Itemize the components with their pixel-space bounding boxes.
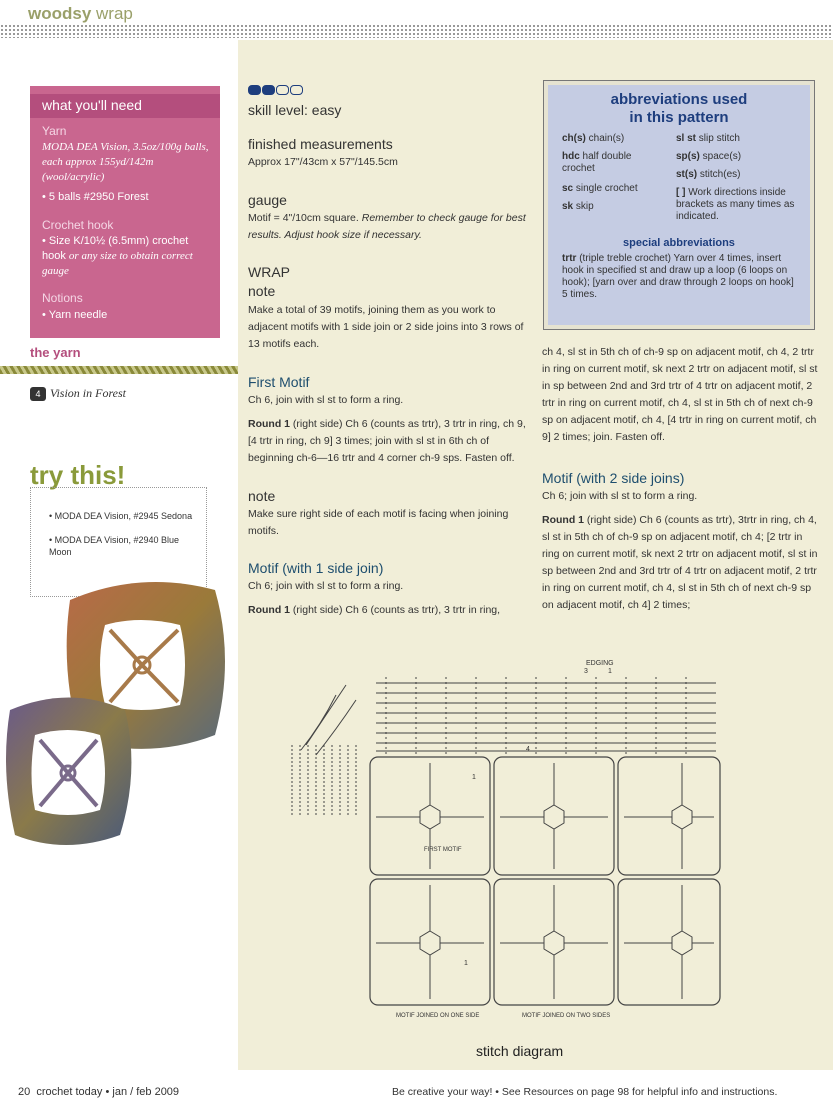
abbr-item [562, 183, 672, 195]
title-bold: woodsy [28, 4, 92, 23]
yarn-weight [30, 386, 126, 401]
gauge-italic: Remember to check gauge for best results. Adjust hook size if necessary. [248, 212, 526, 241]
hook-alt: or any size to obtain correct gauge [42, 250, 193, 277]
abbr-key: trtr [562, 253, 577, 264]
stitch-diagram [286, 655, 726, 1025]
first-motif-heading: First Motif [248, 374, 310, 390]
round-label: Round 1 [248, 604, 290, 616]
round-text: (right side) Ch 6 (counts as trtr), 3trtr in ring, ch 4, sl st in 5th ch of ch-9 sp on adjacent motif, ch 4; [2 trtr in ring on current motif, sk next 2 trtr on adjacent motif, sl st in sp between 2nd and 3rd trtr of 4 trtr on adjacent motif, 2 trtr in ring on current motif, ch 4, sl st in 5th ch of next ch-9 sp on adjacent motif, ch 4] 2 times; [542, 514, 818, 611]
skill-pip-1 [248, 85, 261, 95]
motif-grid [370, 757, 720, 1005]
notions-label: Notions [42, 291, 83, 305]
abbr-item [676, 187, 801, 223]
gauge-heading: gauge [248, 192, 287, 208]
edging-num-3: 3 [584, 668, 588, 675]
hook-text [42, 234, 212, 279]
motif1-round [248, 602, 530, 619]
motif-rings [376, 763, 714, 999]
abbr-item [562, 201, 672, 213]
abbr-key: sc [562, 183, 574, 194]
abbr-val: chain(s) [585, 133, 625, 144]
abbr-item [676, 151, 801, 163]
try-item-1: • MODA DEA Vision, #2945 Sedona [49, 511, 193, 521]
first-motif-round [248, 416, 530, 467]
abbr-item [562, 133, 672, 145]
round-label: Round 1 [542, 514, 584, 526]
dotted-rule [0, 24, 833, 38]
edging-rows [292, 677, 716, 815]
special-abbr [562, 253, 800, 301]
motif2-line1: Ch 6; join with sl st to form a ring. [542, 490, 698, 502]
section-title [28, 4, 133, 24]
page-header [0, 0, 833, 40]
try-item-2: • MODA DEA Vision, #2940 Blue Moon [49, 535, 180, 557]
skill-pip-2 [262, 85, 275, 95]
abbr-val: (triple treble crochet) Yarn over 4 times, insert hook in specified st and draw up a loop (6 loops on hook); [yarn over and draw through 2 loops on hook] 5 times. [562, 253, 794, 300]
yarn-desc: MODA DEA Vision, 3.5oz/100g balls, each approx 155yd/142m (wool/acrylic) [42, 141, 209, 183]
abbr-key: sk [562, 201, 574, 212]
materials-box [30, 86, 220, 338]
note2-heading: note [248, 488, 276, 504]
wrap-note-heading: note [248, 283, 276, 299]
round-text: (right side) Ch 6 (counts as trtr), 3 trtr in ring, [290, 604, 501, 616]
abbreviations-box [543, 80, 815, 330]
yarn-qty: • 5 balls #2950 Forest [42, 191, 149, 203]
abbr-val: half double crochet [562, 151, 632, 174]
motif2-heading: Motif (with 2 side joins) [542, 470, 685, 486]
abbr-title-2: in this pattern [629, 109, 729, 126]
skill-pip-3 [276, 85, 289, 95]
wrap-note-text: Make a total of 39 motifs, joining them as you work to adjacent motifs with 1 side join or 2 side joins into 3 rows of 13 motifs each. [248, 304, 524, 350]
one-side-label: MOTIF JOINED ON ONE SIDE [396, 1013, 480, 1019]
abbr-key: hdc [562, 151, 580, 162]
abbr-val: stitch(es) [697, 169, 741, 180]
finished-text: Approx 17"/43cm x 57"/145.5cm [248, 156, 398, 168]
page-number: 20 [18, 1086, 31, 1098]
yarn-text [42, 140, 212, 185]
skill-level-bar [248, 82, 304, 100]
hook-size: • Size K/10½ (6.5mm) crochet hook [42, 235, 189, 262]
abbr-title-1: abbreviations used [610, 91, 748, 108]
notions-text: • Yarn needle [42, 309, 108, 321]
edging-label: EDGING [586, 660, 614, 667]
skill-pip-4 [290, 85, 303, 95]
try-this-heading: try this! [30, 460, 126, 490]
yarn-rope-divider [0, 366, 238, 374]
abbr-val: slip stitch [696, 133, 740, 144]
abbr-key: sl st [676, 133, 697, 144]
round-text: (right side) Ch 6 (counts as trtr), 3 trtr in ring, ch 9, [4 trtr in ring, ch 9] 3 times; join with sl st in 6th ch of beginning ch-6—16 trtr and 4 corner ch-9 sps. Fasten off. [248, 418, 526, 464]
abbr-key: ch(s) [562, 133, 586, 144]
motif1-continued: ch 4, sl st in 5th ch of ch-9 sp on adjacent motif, ch 4, 2 trtr in ring on current motif, sk next 2 trtr on adjacent motif, sl st in sp between 2nd and 3rd trtr of 4 trtr on adjacent motif, 2 trtr in ring on current motif, ch 4, sl st in 5th ch of next ch-9 sp on adjacent motif, ch 4, [4 trtr in ring on current motif, ch 9] 2 times; join. Fasten off. [542, 346, 818, 443]
crocheted-motifs-photo [0, 570, 238, 860]
motif1-line1: Ch 6; join with sl st to form a ring. [248, 580, 404, 592]
abbreviations-inner [548, 85, 810, 325]
the-yarn-heading: the yarn [30, 345, 81, 360]
abbr-key: sp(s) [676, 151, 700, 162]
special-abbr-title: special abbreviations [623, 237, 735, 249]
skill-level: skill level: easy [248, 102, 342, 118]
yarn-name: Vision in Forest [50, 386, 126, 400]
wrap-heading: WRAP [248, 264, 290, 280]
abbr-key: st(s) [676, 169, 698, 180]
abbr-val: skip [573, 201, 594, 212]
note2-text: Make sure right side of each motif is facing when joining motifs. [248, 508, 509, 537]
weight-badge-icon: 4 [30, 387, 46, 401]
abbr-val: space(s) [699, 151, 742, 162]
materials-header [30, 94, 220, 118]
abbr-key: [ ] [676, 187, 686, 198]
materials-title: what you'll need [42, 97, 142, 113]
footer-left [18, 1086, 179, 1098]
finished-heading: finished measurements [248, 136, 393, 152]
yarn-label: Yarn [42, 124, 67, 138]
gauge-plain: Motif = 4"/10cm square. [248, 212, 362, 224]
hook-label: Crochet hook [42, 218, 114, 232]
edging-num-1: 1 [608, 668, 612, 675]
motif2-round [542, 512, 818, 614]
abbr-item [676, 169, 801, 181]
footer-right: Be creative your way! • See Resources on page 98 for helpful info and instructions. [392, 1086, 778, 1098]
first-motif-label: FIRST MOTIF [424, 847, 462, 853]
abbr-item [676, 133, 801, 145]
abbr-item [562, 151, 662, 175]
edging-num-4: 4 [526, 746, 530, 753]
title-rest: wrap [96, 4, 133, 23]
round-label: Round 1 [248, 418, 290, 430]
abbr-val: single crochet [573, 183, 638, 194]
motif1-heading: Motif (with 1 side join) [248, 560, 384, 576]
abbreviations-title [548, 91, 810, 127]
motif-num-1b: 1 [464, 960, 468, 967]
first-motif-line1: Ch 6, join with sl st to form a ring. [248, 394, 404, 406]
motif-num-1: 1 [472, 774, 476, 781]
abbr-val: Work directions inside brackets as many times as indicated. [676, 187, 795, 222]
magazine-info: crochet today • jan / feb 2009 [36, 1086, 180, 1098]
diagram-caption: stitch diagram [476, 1043, 564, 1059]
two-sides-label: MOTIF JOINED ON TWO SIDES [522, 1013, 611, 1019]
gauge-text [248, 210, 528, 244]
